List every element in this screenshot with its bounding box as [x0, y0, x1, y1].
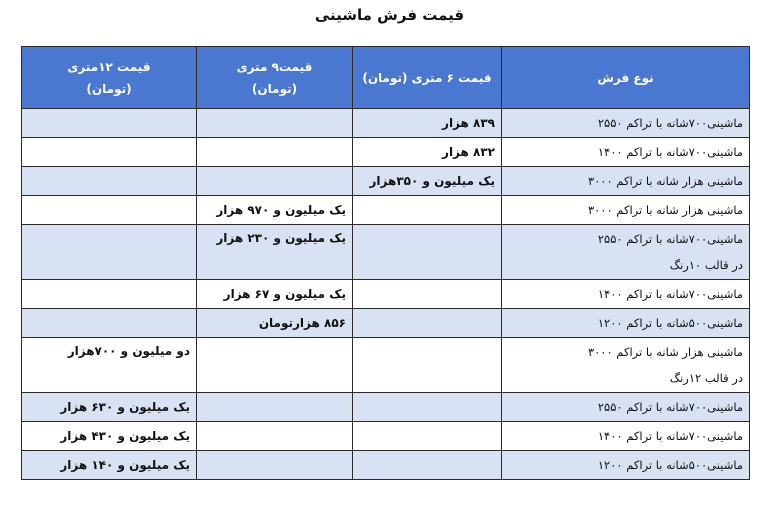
price-12m-cell	[22, 280, 197, 309]
price-6m-cell	[353, 422, 502, 451]
table-row	[22, 309, 750, 338]
table-row	[22, 280, 750, 309]
carpet-type-line1: ماشینی۷۰۰شانه با تراکم ۲۵۵۰	[597, 232, 743, 246]
header-price-9m-label: قیمت۹ متری	[236, 59, 313, 74]
carpet-type-cell: ماشینی۷۰۰شانه با تراکم ۲۵۵۰	[502, 393, 750, 422]
price-9m-cell	[197, 393, 353, 422]
carpet-type-cell: ماشینی۷۰۰شانه با تراکم ۱۴۰۰	[502, 138, 750, 167]
table-row	[22, 422, 750, 451]
carpet-type-line1: ماشینی هزار شانه با تراکم ۳۰۰۰	[587, 345, 743, 359]
price-12m-cell	[22, 225, 197, 280]
carpet-type-cell	[502, 338, 750, 393]
price-9m-cell	[197, 138, 353, 167]
price-6m-cell	[353, 280, 502, 309]
carpet-type-line2: در قالب ۱۲رنگ	[669, 371, 743, 385]
table-row	[22, 196, 750, 225]
price-12m-cell	[22, 109, 197, 138]
price-9m-cell	[197, 109, 353, 138]
table-row	[22, 451, 750, 480]
price-6m-cell	[353, 451, 502, 480]
price-6m-cell	[353, 393, 502, 422]
price-6m-cell	[353, 225, 502, 280]
price-9m-cell	[197, 451, 353, 480]
price-9m-cell: یک میلیون و ۲۳۰ هزار	[197, 225, 353, 280]
price-9m-cell: یک میلیون و ۹۷۰ هزار	[197, 196, 353, 225]
header-row	[22, 47, 750, 109]
carpet-type-cell: ماشینی۵۰۰شانه با تراکم ۱۲۰۰	[502, 451, 750, 480]
table-row	[22, 338, 750, 393]
price-12m-cell: یک میلیون و ۶۳۰ هزار	[22, 393, 197, 422]
header-price-6m: قیمت ۶ متری (تومان)	[353, 47, 502, 109]
header-price-12m-label: قیمت ۱۲متری	[67, 59, 151, 74]
table-row	[22, 167, 750, 196]
header-price-12m	[22, 47, 197, 109]
carpet-type-cell: ماشینی هزار شانه با تراکم ۳۰۰۰	[502, 167, 750, 196]
table-row	[22, 109, 750, 138]
price-6m-cell: ۸۳۹ هزار	[353, 109, 502, 138]
carpet-type-cell: ماشینی۷۰۰شانه با تراکم ۱۴۰۰	[502, 422, 750, 451]
price-9m-cell: یک میلیون و ۶۷ هزار	[197, 280, 353, 309]
price-12m-cell	[22, 196, 197, 225]
price-9m-cell	[197, 167, 353, 196]
price-12m-cell: یک میلیون و ۱۴۰ هزار	[22, 451, 197, 480]
carpet-type-line2: در قالب ۱۰رنگ	[669, 258, 743, 272]
header-price-9m	[197, 47, 353, 109]
price-9m-cell	[197, 338, 353, 393]
header-price-9m-unit: (تومان)	[251, 81, 298, 96]
price-9m-cell	[197, 422, 353, 451]
table-row	[22, 225, 750, 280]
price-6m-cell	[353, 338, 502, 393]
price-12m-cell	[22, 167, 197, 196]
price-6m-cell	[353, 196, 502, 225]
carpet-type-cell: ماشینی۷۰۰شانه با تراکم ۱۴۰۰	[502, 280, 750, 309]
carpet-type-cell	[502, 225, 750, 280]
price-6m-cell: ۸۳۲ هزار	[353, 138, 502, 167]
table-row	[22, 393, 750, 422]
header-price-12m-unit: (تومان)	[86, 81, 132, 96]
carpet-type-cell: ماشینی۵۰۰شانه با تراکم ۱۲۰۰	[502, 309, 750, 338]
price-table	[21, 46, 750, 480]
price-12m-cell: دو میلیون و ۷۰۰هزار	[22, 338, 197, 393]
price-12m-cell: یک میلیون و ۴۳۰ هزار	[22, 422, 197, 451]
table-row	[22, 138, 750, 167]
price-12m-cell	[22, 138, 197, 167]
header-carpet-type: نوع فرش	[502, 47, 750, 109]
price-12m-cell	[22, 309, 197, 338]
page-title: قیمت فرش ماشینی	[314, 6, 465, 24]
price-6m-cell	[353, 309, 502, 338]
carpet-type-cell: ماشینی هزار شانه با تراکم ۳۰۰۰	[502, 196, 750, 225]
carpet-type-cell: ماشینی۷۰۰شانه با تراکم ۲۵۵۰	[502, 109, 750, 138]
price-9m-cell: ۸۵۶ هزارتومان	[197, 309, 353, 338]
price-6m-cell: یک میلیون و ۳۵۰هزار	[353, 167, 502, 196]
